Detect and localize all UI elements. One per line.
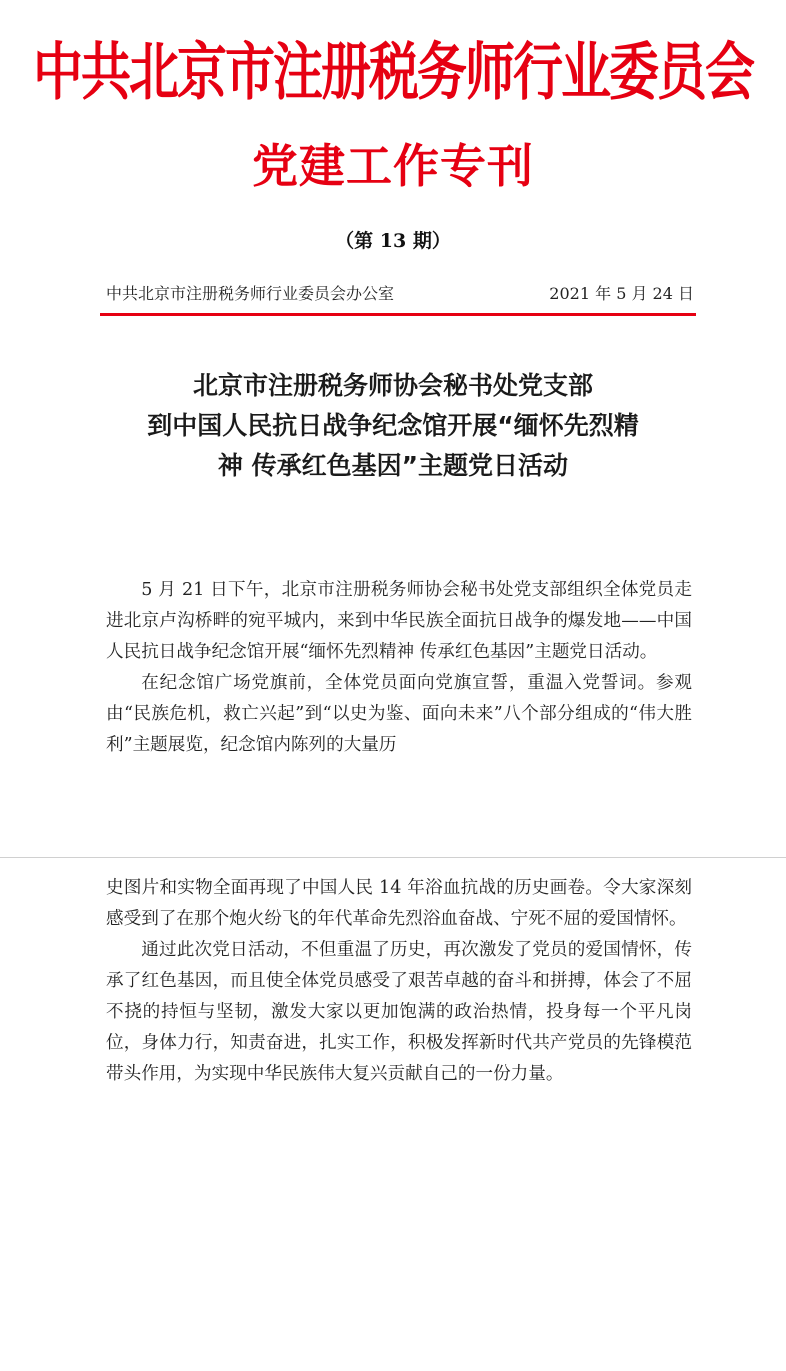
article-body-page-2 <box>106 873 692 1090</box>
paragraph: 通过此次党日活动，不但重温了历史，再次激发了党员的爱国情怀，传承了红色基因，而且使全体党员感受了艰苦卓越的奋斗和拼搏，体会了不屈不挠的持恒与坚韧，激发大家以更加饱满的政治热情，投身每一个平凡岗位，身体力行，知责奋进，扎实工作，积极发挥新时代共产党员的先锋模范带头作用，为实现中华民族伟大复兴贡献自己的一份力量。 <box>106 940 692 1084</box>
publication-date: 2021 年 5 月 24 日 <box>549 284 694 303</box>
paragraph-continued: 史图片和实物全面再现了中国人民 14 年浴血抗战的历史画卷。令大家深刻感受到了在那个炮火纷飞的年代革命先烈浴血奋战、宁死不屈的爱国情怀。 <box>106 878 692 929</box>
article-title <box>90 366 696 486</box>
article-title-line: 到中国人民抗日战争纪念馆开展“缅怀先烈精 <box>147 411 639 440</box>
paragraph: 5 月 21 日下午，北京市注册税务师协会秘书处党支部组织全体党员走进北京卢沟桥畔的宛平城内，来到中华民族全面抗日战争的爆发地——中国人民抗日战争纪念馆开展“缅怀先烈精神 传承红色基因”主题党日活动。 <box>106 580 692 662</box>
organization-title: 中共北京市注册税务师行业委员会 <box>33 34 753 109</box>
issue-number: （第 13 期） <box>335 230 451 252</box>
publication-meta <box>106 280 694 308</box>
article-body-page-1 <box>106 575 692 761</box>
journal-title: 党建工作专刊 <box>252 139 534 193</box>
header-divider <box>100 313 696 316</box>
paragraph: 在纪念馆广场党旗前，全体党员面向党旗宣誓，重温入党誓词。参观由“民族危机，救亡兴起”到“以史为鉴、面向未来”八个部分组成的“伟大胜利”主题展览，纪念馆内陈列的大量历 <box>106 673 692 755</box>
page-break-divider <box>0 857 786 858</box>
article-title-line: 北京市注册税务师协会秘书处党支部 <box>192 371 593 400</box>
issuing-office: 中共北京市注册税务师行业委员会办公室 <box>106 284 395 303</box>
article-title-line: 神 传承红色基因”主题党日活动 <box>217 451 569 480</box>
